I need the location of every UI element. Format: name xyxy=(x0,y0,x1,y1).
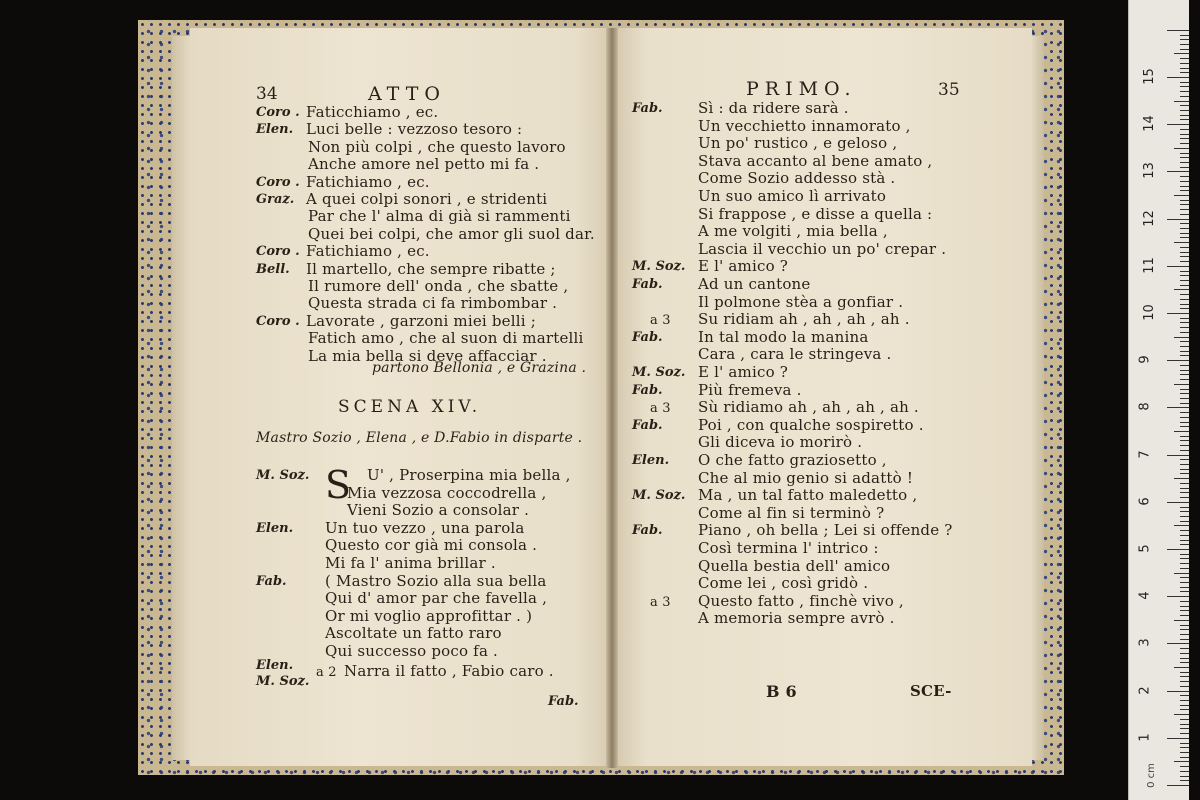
ruler-tick xyxy=(1174,714,1189,715)
ruler-tick xyxy=(1180,351,1189,352)
verse-line: Narra il fatto , Fabio caro . xyxy=(344,662,554,680)
speaker-label: M. Soz. xyxy=(632,488,686,504)
ruler-label: 6 xyxy=(1137,497,1153,506)
speaker-label: Fab. xyxy=(632,329,663,345)
ruler-tick xyxy=(1180,294,1189,295)
verse-line: A quei colpi sonori , e stridenti xyxy=(306,190,548,208)
verse-line: Fatich amo , che al suon di martelli xyxy=(308,329,584,348)
verse-line: Così termina l' intrico : xyxy=(698,539,879,557)
ruler-tick xyxy=(1167,502,1189,503)
verse-line: Non più colpi , che questo lavoro xyxy=(308,137,566,156)
speaker-label: Fab. xyxy=(632,101,663,116)
ruler-tick xyxy=(1180,228,1189,229)
verse-line: ( Mastro Sozio alla sua bella xyxy=(325,571,547,590)
ensemble-mark: a 2 xyxy=(316,665,337,680)
verse-line: Qui successo poco fa . xyxy=(325,642,499,660)
stage-direction: partono Bellonia , e Grazina . xyxy=(372,360,587,376)
ruler-tick xyxy=(1180,327,1189,328)
ruler-label: 4 xyxy=(1137,591,1153,600)
ruler-tick xyxy=(1180,134,1189,135)
ruler-tick xyxy=(1167,219,1189,220)
speaker-label: Bell. xyxy=(256,261,290,277)
ruler-tick xyxy=(1180,695,1189,696)
verse-line: Sì : da ridere sarà . xyxy=(698,99,849,117)
ruler-tick xyxy=(1180,35,1189,36)
ruler-tick xyxy=(1180,129,1189,130)
ruler-tick xyxy=(1180,412,1189,413)
ruler-label: 15 xyxy=(1141,68,1157,85)
verse-line: A me volgiti , mia bella , xyxy=(698,222,888,241)
scene-title: SCENA XIV. xyxy=(338,397,482,417)
speaker-label: Elen. xyxy=(256,520,294,536)
ruler-tick xyxy=(1167,124,1189,125)
ruler-tick xyxy=(1180,355,1189,356)
verse-line: Lavorate , garzoni miei belli ; xyxy=(306,311,536,330)
ruler-tick xyxy=(1180,728,1189,729)
ruler-tick xyxy=(1180,91,1189,92)
ruler-tick xyxy=(1180,261,1189,262)
verse-line: O che fatto graziosetto , xyxy=(698,451,887,469)
verse-line: Questo fatto , finchè vivo , xyxy=(698,591,904,610)
ruler-tick xyxy=(1167,455,1189,456)
ruler-tick xyxy=(1180,497,1189,498)
ruler-label: 14 xyxy=(1141,115,1157,132)
ruler-label: 13 xyxy=(1141,162,1157,180)
page-number: 34 xyxy=(256,84,278,104)
verse-line: Stava accanto al bene amato , xyxy=(698,151,933,170)
ruler-tick xyxy=(1180,634,1189,635)
catchword: Fab. xyxy=(548,694,579,709)
speaker-label: Elen. xyxy=(632,453,670,468)
ruler-tick xyxy=(1180,577,1189,578)
ruler-tick xyxy=(1167,266,1189,267)
ruler-tick xyxy=(1180,521,1189,522)
ruler-tick xyxy=(1180,417,1189,418)
ruler-tick xyxy=(1180,719,1189,720)
verse-line: Anche amore nel petto mi fa . xyxy=(308,155,540,174)
ruler-tick xyxy=(1180,771,1189,772)
verse-line: E l' amico ? xyxy=(698,363,789,381)
running-head: ATTO xyxy=(368,83,446,105)
verse-line: Come lei , così gridò . xyxy=(698,574,869,593)
ruler-tick xyxy=(1180,200,1189,201)
verse-line: Su ridiam ah , ah , ah , ah . xyxy=(698,310,910,329)
verse-line: Gli diceva io morirò . xyxy=(698,433,863,452)
ruler-tick xyxy=(1180,299,1189,300)
ruler-tick xyxy=(1180,568,1189,569)
ruler-tick xyxy=(1180,492,1189,493)
verse-line: Fatichiamo , ec. xyxy=(306,242,430,261)
ruler-tick xyxy=(1180,341,1189,342)
ruler-tick xyxy=(1180,436,1189,437)
ruler-tick xyxy=(1180,186,1189,187)
verse-line: Il martello, che sempre ribatte ; xyxy=(306,259,556,278)
verse-line: Quei bei colpi, che amor gli suol dar. xyxy=(308,224,595,243)
ruler-tick xyxy=(1180,450,1189,451)
ruler-tick xyxy=(1180,190,1189,191)
speaker-label: M. Soz. xyxy=(256,674,310,689)
ruler-tick xyxy=(1180,379,1189,380)
ruler-tick xyxy=(1174,337,1189,338)
verse-line: Mia vezzosa coccodrella , xyxy=(347,483,547,502)
speaker-label: Coro . xyxy=(256,313,300,329)
speaker-label: Fab. xyxy=(632,382,663,398)
ruler-tick xyxy=(1180,49,1189,50)
ruler-tick xyxy=(1174,761,1189,762)
ruler-tick xyxy=(1180,181,1189,182)
ruler-tick xyxy=(1174,384,1189,385)
ruler-tick xyxy=(1180,209,1189,210)
ruler-tick xyxy=(1167,360,1189,361)
verse-line: Più fremeva . xyxy=(698,380,802,399)
ruler-tick xyxy=(1174,431,1189,432)
verse-line: Mi fa l' anima brillar . xyxy=(325,554,496,572)
ruler-tick xyxy=(1180,610,1189,611)
ruler-tick xyxy=(1174,242,1189,243)
verse-line: Ma , un tal fatto maledetto , xyxy=(698,486,918,505)
speaker-label: Fab. xyxy=(256,573,287,589)
ruler-tick xyxy=(1180,157,1189,158)
ruler-tick xyxy=(1180,252,1189,253)
ruler-label: 2 xyxy=(1137,685,1153,695)
ruler-tick xyxy=(1180,322,1189,323)
ruler-tick xyxy=(1180,318,1189,319)
ruler-tick xyxy=(1180,308,1189,309)
verse-line: La mia bella si deve affacciar . xyxy=(308,346,547,365)
ruler-tick xyxy=(1167,30,1189,31)
ruler-tick xyxy=(1167,549,1189,550)
verse-line: Un tuo vezzo , una parola xyxy=(325,518,525,537)
ruler-tick xyxy=(1180,403,1189,404)
verse-line: Si frappose , e disse a quella : xyxy=(698,204,933,223)
ruler-tick xyxy=(1180,507,1189,508)
speaker-label: Fab. xyxy=(632,277,663,292)
ruler-label: 9 xyxy=(1137,355,1153,364)
ruler-tick xyxy=(1174,573,1189,574)
ruler-tick xyxy=(1180,464,1189,465)
ruler-label: 3 xyxy=(1137,638,1153,648)
ruler-tick xyxy=(1180,153,1189,154)
ruler-tick xyxy=(1180,143,1189,144)
ruler-tick xyxy=(1180,72,1189,73)
ruler-tick xyxy=(1180,558,1189,559)
ruler-label: 7 xyxy=(1137,449,1153,459)
ruler-tick xyxy=(1167,171,1189,172)
ruler-tick xyxy=(1180,676,1189,677)
ruler-tick xyxy=(1180,587,1189,588)
verse-line: Cara , cara le stringeva . xyxy=(698,345,892,364)
right-page-edges xyxy=(1030,36,1044,760)
ruler-tick xyxy=(1180,615,1189,616)
ruler-tick xyxy=(1167,313,1189,314)
ruler-label: 8 xyxy=(1137,402,1153,412)
ruler-tick xyxy=(1180,389,1189,390)
verse-line: U' , Proserpina mia bella , xyxy=(367,466,571,484)
ruler-label: 1 xyxy=(1137,733,1153,742)
verse-line: Come al fin si terminò ? xyxy=(698,503,885,522)
ruler-tick xyxy=(1180,204,1189,205)
ruler-tick xyxy=(1180,365,1189,366)
ruler-tick xyxy=(1167,738,1189,739)
ruler-tick xyxy=(1180,554,1189,555)
ensemble-mark: a 3 xyxy=(650,401,671,417)
verse-line: Questa strada ci fa rimbombar . xyxy=(308,294,558,313)
verse-line: Il rumore dell' onda , che sbatte , xyxy=(308,277,569,295)
ruler-tick xyxy=(1180,370,1189,371)
speaker-label: M. Soz. xyxy=(632,365,686,380)
ruler-tick xyxy=(1180,488,1189,489)
page-number: 35 xyxy=(938,80,960,100)
ruler-tick xyxy=(1180,44,1189,45)
ruler-tick xyxy=(1180,346,1189,347)
ruler-tick xyxy=(1180,733,1189,734)
verse-line: Un suo amico lì arrivato xyxy=(698,187,887,205)
ruler-tick xyxy=(1180,68,1189,69)
ruler-label: 10 xyxy=(1141,304,1157,321)
verse-line: Lascia il vecchio un po' crepar . xyxy=(698,239,947,258)
ruler-tick xyxy=(1180,223,1189,224)
measurement-ruler xyxy=(1128,0,1189,800)
ruler-tick xyxy=(1180,743,1189,744)
ruler-tick xyxy=(1180,591,1189,592)
speaker-label: M. Soz. xyxy=(256,468,310,483)
ruler-label: 12 xyxy=(1141,209,1157,227)
ruler-tick xyxy=(1174,667,1189,668)
ruler-tick xyxy=(1180,686,1189,687)
ruler-tick xyxy=(1180,540,1189,541)
ruler-tick xyxy=(1180,776,1189,777)
ruler-tick xyxy=(1180,473,1189,474)
catchword: SCE- xyxy=(910,682,952,700)
ruler-tick xyxy=(1174,101,1189,102)
speaker-label: Fab. xyxy=(632,523,663,539)
ruler-tick xyxy=(1180,58,1189,59)
ruler-tick xyxy=(1180,469,1189,470)
ruler-tick xyxy=(1180,422,1189,423)
ruler-tick xyxy=(1180,705,1189,706)
ruler-tick xyxy=(1180,639,1189,640)
ruler-tick xyxy=(1180,459,1189,460)
ruler-tick xyxy=(1180,398,1189,399)
ruler-tick xyxy=(1180,82,1189,83)
ruler-tick xyxy=(1180,672,1189,673)
ruler-unit: 0 cm xyxy=(1145,763,1157,788)
verse-line: Un vecchietto innamorato , xyxy=(698,116,911,135)
ruler-tick xyxy=(1174,195,1189,196)
ruler-tick xyxy=(1180,544,1189,545)
ruler-tick xyxy=(1180,658,1189,659)
verse-line: Che al mio genio si adattò ! xyxy=(698,468,914,487)
ruler-tick xyxy=(1174,289,1189,290)
verse-line: Un po' rustico , e geloso , xyxy=(698,134,898,153)
verse-line: Luci belle : vezzoso tesoro : xyxy=(306,120,523,139)
verse-line: E l' amico ? xyxy=(698,257,789,276)
ruler-tick xyxy=(1180,280,1189,281)
ruler-tick xyxy=(1180,757,1189,758)
ruler-tick xyxy=(1180,110,1189,111)
ruler-tick xyxy=(1180,530,1189,531)
verse-line: Or mi voglio approfittar . ) xyxy=(325,606,533,625)
ruler-tick xyxy=(1180,483,1189,484)
verse-line: Vieni Sozio a consolar . xyxy=(347,501,530,520)
verse-line: Sù ridiamo ah , ah , ah , ah . xyxy=(698,398,919,417)
verse-line: In tal modo la manina xyxy=(698,327,869,346)
drop-cap: S xyxy=(325,463,352,507)
ruler-tick xyxy=(1180,271,1189,272)
ruler-tick xyxy=(1180,445,1189,446)
ruler-tick xyxy=(1180,752,1189,753)
verse-line: Questo cor già mi consola . xyxy=(325,536,538,555)
speaker-label: Fab. xyxy=(632,417,663,433)
ruler-tick xyxy=(1180,563,1189,564)
ruler-tick xyxy=(1174,478,1189,479)
ruler-tick xyxy=(1180,167,1189,168)
ruler-tick xyxy=(1180,256,1189,257)
ruler-tick xyxy=(1180,393,1189,394)
ruler-tick xyxy=(1180,39,1189,40)
ruler-tick xyxy=(1167,785,1189,786)
ruler-tick xyxy=(1167,407,1189,408)
verse-line: Il polmone stèa a gonfiar . xyxy=(698,292,904,311)
ruler-tick xyxy=(1180,332,1189,333)
ruler-tick xyxy=(1180,700,1189,701)
ruler-tick xyxy=(1180,162,1189,163)
ruler-tick xyxy=(1180,625,1189,626)
speaker-label: Elen. xyxy=(256,122,294,138)
ruler-tick xyxy=(1180,747,1189,748)
ruler-tick xyxy=(1180,662,1189,663)
verse-line: Poi , con qualche sospiretto . xyxy=(698,415,924,434)
ruler-tick xyxy=(1180,214,1189,215)
ruler-tick xyxy=(1180,606,1189,607)
verse-line: Quella bestia dell' amico xyxy=(698,556,891,575)
ruler-tick xyxy=(1180,653,1189,654)
speaker-label: Graz. xyxy=(256,192,295,207)
ruler-tick xyxy=(1180,766,1189,767)
verse-line: Par che l' alma di già si rammenti xyxy=(308,207,571,226)
speaker-label: M. Soz. xyxy=(632,259,686,275)
ruler-tick xyxy=(1180,374,1189,375)
ruler-tick xyxy=(1180,237,1189,238)
ruler-tick xyxy=(1167,691,1189,692)
ruler-tick xyxy=(1180,648,1189,649)
ruler-tick xyxy=(1180,176,1189,177)
ruler-tick xyxy=(1180,426,1189,427)
verse-line: Qui d' amor par che favella , xyxy=(325,589,548,608)
ensemble-mark: a 3 xyxy=(650,594,671,610)
ruler-tick xyxy=(1180,709,1189,710)
ruler-tick xyxy=(1167,596,1189,597)
verse-line: Ascoltate un fatto raro xyxy=(325,624,502,643)
speaker-label: Coro . xyxy=(256,105,300,120)
scene-cast: Mastro Sozio , Elena , e D.Fabio in disparte . xyxy=(256,430,583,446)
ruler-tick xyxy=(1180,681,1189,682)
signature-mark: B 6 xyxy=(766,682,797,701)
ruler-tick xyxy=(1174,53,1189,54)
ruler-tick xyxy=(1167,643,1189,644)
ruler-tick xyxy=(1180,285,1189,286)
ruler-tick xyxy=(1180,535,1189,536)
ruler-tick xyxy=(1180,440,1189,441)
ruler-tick xyxy=(1180,233,1189,234)
ruler-tick xyxy=(1180,516,1189,517)
ruler-tick xyxy=(1180,304,1189,305)
book-gutter xyxy=(606,28,618,768)
ruler-tick xyxy=(1174,620,1189,621)
speaker-label: Coro . xyxy=(256,174,300,190)
ruler-tick xyxy=(1180,582,1189,583)
ruler-tick xyxy=(1180,629,1189,630)
speaker-label: Coro . xyxy=(256,244,300,260)
ruler-tick xyxy=(1180,115,1189,116)
verse-line: A memoria sempre avrò . xyxy=(698,609,895,628)
running-head: PRIMO. xyxy=(746,78,857,100)
ruler-tick xyxy=(1167,77,1189,78)
ruler-label: 11 xyxy=(1141,257,1157,274)
ruler-label: 5 xyxy=(1137,544,1153,553)
ruler-tick xyxy=(1174,525,1189,526)
verse-line: Piano , oh bella ; Lei si offende ? xyxy=(698,521,953,540)
ruler-tick xyxy=(1180,96,1189,97)
speaker-label: Elen. xyxy=(256,658,294,673)
verse-line: Faticchiamo , ec. xyxy=(306,103,439,121)
verse-line: Come Sozio addesso stà . xyxy=(698,169,896,188)
ruler-tick xyxy=(1180,86,1189,87)
ruler-tick xyxy=(1180,724,1189,725)
ruler-tick xyxy=(1180,119,1189,120)
ruler-tick xyxy=(1180,105,1189,106)
ruler-tick xyxy=(1180,780,1189,781)
verse-line: Ad un cantone xyxy=(698,275,811,293)
ruler-tick xyxy=(1180,63,1189,64)
ruler-tick xyxy=(1180,511,1189,512)
ruler-tick xyxy=(1180,601,1189,602)
ensemble-mark: a 3 xyxy=(650,313,671,329)
verse-line: Fatichiamo , ec. xyxy=(306,172,430,191)
ruler-tick xyxy=(1180,138,1189,139)
ruler-tick xyxy=(1174,148,1189,149)
ruler-tick xyxy=(1180,247,1189,248)
ruler-tick xyxy=(1180,275,1189,276)
